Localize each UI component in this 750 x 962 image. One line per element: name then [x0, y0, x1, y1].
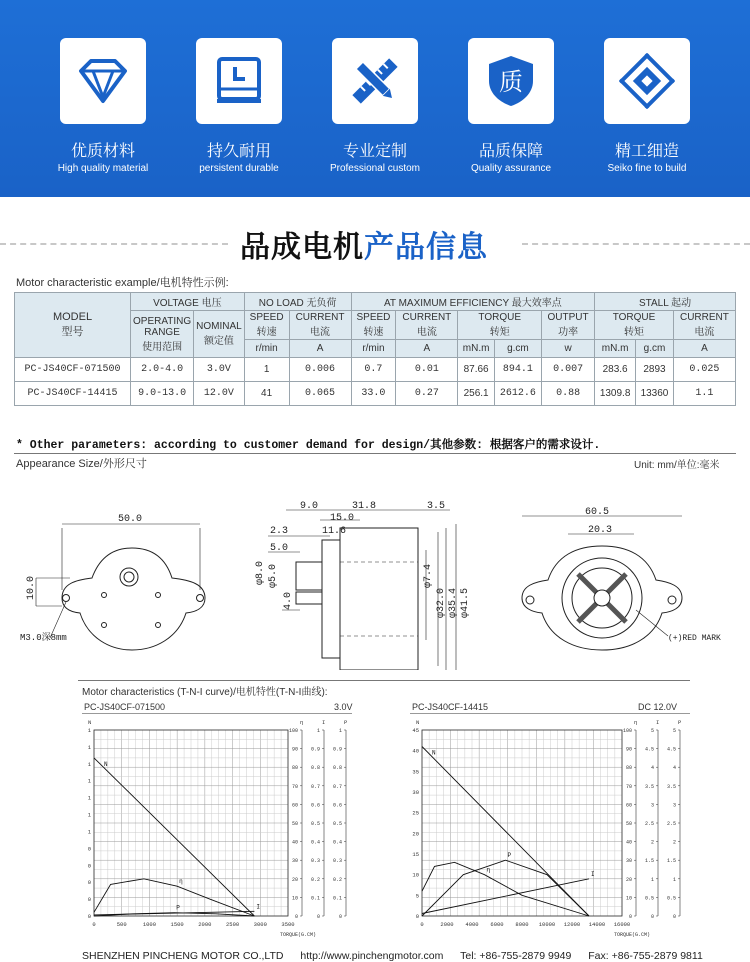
chart-voltage-right: DC 12.0V [638, 702, 678, 712]
axis-title: P [344, 719, 348, 726]
x-tick-label: 14000 [588, 921, 606, 928]
x-axis-label: TORQUE(G.CM) [280, 932, 317, 938]
axis-tick-label: 0.3 [332, 858, 342, 865]
dim-label: 60.5 [585, 507, 610, 518]
dim-label: φ7.4 [423, 563, 434, 588]
axis-tick-label: 1.5 [666, 858, 676, 865]
unit-cell: g.cm [636, 340, 674, 358]
tel-number: Tel: +86-755-2879 9949 [460, 950, 572, 962]
axis-tick-label: 100 [622, 728, 632, 734]
axis-tick-label: 10 [291, 895, 298, 902]
axis-tick-label: 100 [288, 728, 298, 734]
unit-cell: mN.m [458, 340, 494, 358]
company-name: SHENZHEN PINCHENG MOTOR CO.,LTD [82, 950, 284, 962]
feature-title: 精工细造 [614, 143, 679, 160]
series-label: N [432, 749, 436, 757]
n-tick-label: 0 [87, 896, 91, 904]
website-link[interactable]: http://www.pinchengmotor.com [300, 950, 444, 962]
feature-fine-build [604, 38, 690, 174]
table-row: PC-JS40CF-14415 9.0-13.0 12.0V 41 0.065 33.0 0.27 256.1 2612.6 0.88 1309.8 13360 1.1 [15, 382, 736, 406]
axis-tick-label: 40 [291, 839, 298, 846]
tni-chart-left [82, 716, 358, 944]
section-title-row [0, 222, 750, 265]
series-label: I [591, 870, 595, 878]
other-parameters-note: * Other parameters: according to customer demand for design/其他参数: 根据客户的需求设计. [16, 439, 601, 452]
diamond-icon [75, 53, 131, 109]
axis-title: η [300, 719, 304, 726]
feature-subtitle: High quality material [57, 163, 149, 174]
fax-number: Fax: +86-755-2879 9811 [588, 950, 703, 962]
current-header: CURRENT 电流 [673, 311, 735, 340]
axis-tick-label: 0 [294, 914, 298, 920]
divider [410, 713, 690, 714]
feature-subtitle: persistent durable [199, 163, 279, 174]
appearance-label: Appearance Size/外形尺寸 [16, 458, 147, 470]
dim-label: 3.5 [427, 501, 446, 512]
axis-tick-label: 2 [650, 839, 654, 846]
series-label: I [256, 903, 260, 911]
axis-tick-label: 2 [672, 839, 676, 846]
dim-label: φ41.5 [460, 587, 471, 618]
axis-title: I [656, 719, 660, 726]
axis-tick-label: 2.5 [644, 821, 654, 827]
axis-tick-label: 60 [291, 802, 298, 809]
axis-tick-label: 4 [650, 765, 654, 772]
x-tick-label: 500 [116, 921, 127, 928]
axis-title: η [634, 719, 638, 726]
unit-cell: r/min [351, 340, 396, 358]
feature-quality-material [57, 38, 149, 174]
series-label: N [104, 760, 108, 768]
x-tick-label: 0 [420, 921, 424, 928]
x-tick-label: 4000 [465, 921, 479, 928]
divider [82, 713, 352, 714]
feature-title: 优质材料 [70, 143, 135, 160]
axis-tick-label: 70 [625, 783, 632, 790]
divider [14, 453, 736, 454]
dim-label: 31.8 [352, 501, 377, 512]
dim-label: M3.0深8mm [20, 633, 67, 643]
n-tick-label: 1 [87, 743, 91, 751]
axis-tick-label: 0.1 [310, 895, 320, 902]
x-tick-label: 2500 [225, 921, 240, 928]
axis-tick-label: 0.9 [310, 746, 320, 753]
n-tick-label: 1 [87, 727, 91, 734]
chip-icon [619, 53, 675, 109]
axis-tick-label: 4.5 [644, 746, 654, 753]
axis-tick-label: 10 [625, 895, 632, 902]
back-view-drawing [522, 516, 682, 650]
series-label: P [507, 852, 512, 860]
dim-label: 11.6 [322, 526, 347, 537]
x-tick-label: 2000 [440, 921, 454, 928]
unit-cell: A [673, 340, 735, 358]
unit-cell: w [542, 340, 595, 358]
n-tick-label: 0 [87, 879, 91, 887]
axis-tick-label: 0.2 [310, 876, 320, 883]
dim-label: 10.0 [26, 575, 37, 600]
n-tick-label: 1 [87, 828, 91, 836]
axis-tick-label: 80 [291, 765, 298, 772]
feature-custom [329, 38, 421, 174]
feature-subtitle: Professional custom [329, 163, 421, 174]
feature-durable [196, 38, 282, 174]
divider [0, 243, 228, 245]
x-tick-label: 10000 [538, 921, 556, 928]
speed-header: SPEED 转速 [351, 311, 396, 340]
axis-tick-label: 3 [650, 802, 654, 809]
axis-tick-label: 0 [316, 914, 320, 920]
ruler-pencil-icon [347, 53, 403, 109]
n-tick-label: 0 [87, 862, 91, 870]
axis-tick-label: 4.5 [666, 746, 676, 753]
dim-label: φ35.4 [448, 587, 459, 618]
side-view-drawing [268, 510, 456, 670]
axis-tick-label: 0.8 [310, 765, 320, 772]
chart-voltage-left: 3.0V [334, 702, 353, 712]
axis-tick-label: 90 [291, 746, 298, 753]
n-tick-label: 1 [87, 760, 91, 768]
divider [78, 680, 690, 681]
n-tick-label: 0 [415, 913, 419, 920]
n-tick-label: 1 [87, 794, 91, 802]
n-tick-label: 5 [415, 892, 419, 900]
feature-title: 专业定制 [342, 143, 407, 160]
axis-tick-label: 5 [650, 728, 654, 734]
unit-cell: A [289, 340, 351, 358]
axis-tick-label: 70 [291, 783, 298, 790]
x-tick-label: 12000 [563, 921, 581, 928]
motor-example-label: Motor characteristic example/电机特性示例: [16, 277, 229, 289]
axis-tick-label: 60 [625, 802, 632, 809]
torque-header: TORQUE 转矩 [458, 311, 542, 340]
table-row: PC-JS40CF-071500 2.0-4.0 3.0V 1 0.006 0.7 0.01 87.66 894.1 0.007 283.6 2893 0.025 [15, 358, 736, 382]
n-tick-label: 0 [87, 845, 91, 853]
axis-tick-label: 4 [672, 765, 676, 772]
axis-tick-label: 0.5 [310, 821, 320, 827]
axis-tick-label: 80 [625, 765, 632, 772]
feature-banner [0, 0, 750, 197]
current-header: CURRENT 电流 [289, 311, 351, 340]
divider [522, 243, 750, 245]
axis-tick-label: 0.4 [332, 839, 342, 846]
axis-tick-label: 0.1 [332, 895, 342, 902]
n-tick-label: 20 [412, 830, 419, 838]
n-tick-label: 45 [412, 727, 419, 734]
axis-tick-label: 5 [672, 728, 676, 734]
axis-title: P [678, 719, 682, 726]
page-title: 品成电机产品信息 [240, 230, 488, 265]
n-tick-label: 40 [412, 747, 419, 755]
n-tick-label: 10 [412, 871, 419, 879]
front-view-drawing [36, 524, 205, 650]
axis-tick-label: 0 [672, 914, 676, 920]
n-tick-label: 30 [412, 789, 419, 796]
axis-tick-label: 1 [316, 728, 320, 734]
series-label: η [486, 866, 491, 874]
dim-label: 20.3 [588, 525, 613, 536]
x-tick-label: 6000 [490, 921, 504, 928]
axis-tick-label: 1.5 [644, 858, 654, 865]
axis-tick-label: 90 [625, 746, 632, 753]
feature-quality-assurance [468, 38, 554, 174]
axis-tick-label: 40 [625, 839, 632, 846]
axis-tick-label: 0.4 [310, 839, 320, 846]
current-header: CURRENT 电流 [396, 311, 458, 340]
axis-tick-label: 0.8 [332, 765, 342, 772]
svg-text:质: 质 [499, 68, 523, 96]
series-label: P [176, 904, 180, 912]
x-axis-label: TORQUE(G.CM) [614, 932, 651, 938]
dim-label: 5.0 [270, 543, 289, 554]
unit-cell: r/min [244, 340, 289, 358]
n-tick-label: 0 [87, 913, 91, 920]
feature-title: 品质保障 [478, 143, 543, 160]
n-tick-label: 1 [87, 777, 91, 785]
red-mark-label: (+)RED MARK [668, 634, 721, 643]
unit-cell: g.cm [494, 340, 541, 358]
axis-tick-label: 0 [650, 914, 654, 920]
feature-title: 持久耐用 [206, 143, 271, 160]
n-axis-label: N [416, 719, 420, 726]
x-tick-label: 1500 [170, 921, 184, 928]
feature-subtitle: Seiko fine to build [607, 163, 687, 174]
chart-title-left: PC-JS40CF-071500 [84, 702, 166, 712]
axis-tick-label: 1 [650, 876, 654, 883]
x-tick-label: 16000 [613, 921, 631, 928]
axis-tick-label: 0.6 [310, 802, 320, 809]
x-tick-label: 8000 [515, 921, 529, 928]
max-efficiency-header: AT MAXIMUM EFFICIENCY 最大效率点 [351, 293, 595, 311]
dim-label: 2.3 [270, 526, 289, 537]
axis-tick-label: 0.7 [310, 783, 320, 790]
dim-label: 50.0 [118, 514, 143, 525]
axis-tick-label: 0.5 [644, 895, 654, 902]
axis-tick-label: 30 [291, 858, 298, 865]
feature-subtitle: Quality assurance [470, 163, 552, 174]
axis-tick-label: 0.3 [310, 858, 320, 865]
unit-cell: mN.m [595, 340, 636, 358]
footer [82, 950, 717, 962]
nominal-header: NOMINAL 额定值 [194, 311, 245, 358]
axis-tick-label: 0.5 [666, 895, 676, 902]
clock-monitor-icon [211, 53, 267, 109]
dim-label: 4.0 [283, 591, 294, 610]
axis-tick-label: 20 [291, 876, 298, 883]
axis-tick-label: 0.2 [332, 876, 342, 883]
speed-header: SPEED 转速 [244, 311, 289, 340]
axis-tick-label: 0.9 [332, 746, 342, 753]
tni-chart-right [410, 716, 692, 944]
axis-tick-label: 3.5 [644, 783, 654, 790]
axis-tick-label: 0.7 [332, 783, 342, 790]
axis-tick-label: 0 [628, 914, 632, 920]
axis-tick-label: 0.6 [332, 802, 342, 809]
no-load-header: NO LOAD 无负荷 [244, 293, 351, 311]
axis-tick-label: 3 [672, 802, 676, 809]
x-tick-label: 3000 [253, 921, 267, 928]
axis-tick-label: 0 [338, 914, 342, 920]
operating-range-header: OPERATING RANGE 使用范围 [131, 311, 194, 358]
stall-header: STALL 起动 [595, 293, 736, 311]
torque-header: TORQUE 转矩 [595, 311, 674, 340]
unit-cell: A [396, 340, 458, 358]
x-tick-label: 2000 [198, 921, 212, 928]
chart-title-right: PC-JS40CF-14415 [412, 702, 489, 712]
quality-shield-icon [483, 53, 539, 109]
unit-label: Unit: mm/单位:毫米 [634, 460, 720, 471]
axis-tick-label: 20 [625, 876, 632, 883]
axis-tick-label: 1 [338, 728, 342, 734]
axis-tick-label: 3.5 [666, 783, 676, 790]
n-tick-label: 15 [412, 851, 419, 858]
x-tick-label: 0 [92, 921, 96, 928]
series-label: η [179, 878, 183, 886]
axis-tick-label: 0.5 [332, 821, 342, 827]
x-tick-label: 1000 [142, 921, 157, 928]
spec-table [14, 292, 736, 406]
model-header: MODEL 型号 [15, 293, 131, 358]
series-N-line [94, 758, 254, 916]
dim-label: 15.0 [330, 513, 355, 524]
axis-tick-label: 50 [291, 821, 298, 827]
dim-label: φ32.0 [436, 587, 447, 618]
n-axis-label: N [88, 719, 92, 726]
n-tick-label: 1 [87, 811, 91, 819]
axis-tick-label: 1 [672, 876, 676, 883]
voltage-header: VOLTAGE 电压 [131, 293, 245, 311]
axis-tick-label: 30 [625, 858, 632, 865]
dim-label: φ8.0 [255, 560, 266, 585]
dim-label: 9.0 [300, 501, 319, 512]
dim-label: φ5.0 [268, 563, 279, 588]
axis-tick-label: 2.5 [666, 821, 676, 827]
output-header: OUTPUT 功率 [542, 311, 595, 340]
axis-tick-label: 50 [625, 821, 632, 827]
n-tick-label: 25 [412, 809, 419, 817]
n-tick-label: 35 [412, 768, 419, 776]
axis-title: I [322, 719, 326, 726]
curves-label: Motor characteristics (T-N-I curve)/电机特性(T-N-I曲线): [82, 687, 328, 698]
x-tick-label: 3500 [281, 921, 295, 928]
appearance-drawings [0, 490, 750, 670]
